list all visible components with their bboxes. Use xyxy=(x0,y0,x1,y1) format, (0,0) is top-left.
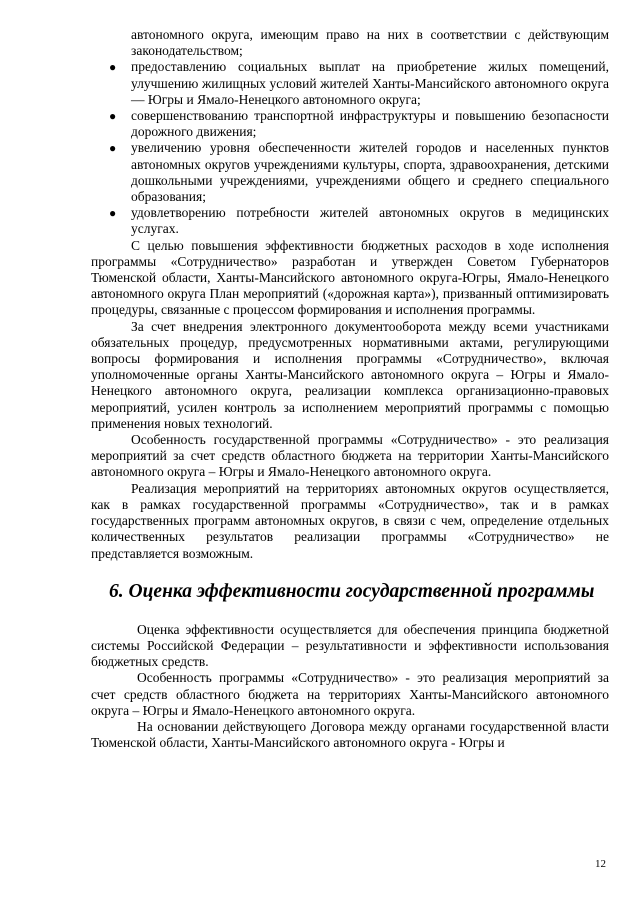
paragraph: Реализация мероприятий на территориях автономных округов осуществляется, как в рамках государственной программы «Сотрудничество», так и в рамках государственных программ автономных округов, в связи с чем, определение отдельных количественных результатов реализации программы «Сотрудничество» не представляется возможным. xyxy=(91,480,609,561)
continuation-text: автономного округа, имеющим право на них в соответствии с действующим законодательством; xyxy=(131,27,609,59)
bullet-icon: ● xyxy=(109,206,117,221)
bullet-icon: ● xyxy=(109,109,117,124)
bullet-text: увеличению уровня обеспеченности жителей городов и населенных пунктов автономных округов учреждениями культуры, спорта, здравоохранения, детскими дошкольными учреждениями, учреждениями общего и среднего специального образования; xyxy=(131,140,609,205)
bullet-icon: ● xyxy=(109,60,117,75)
bullet-text: удовлетворению потребности жителей автономных округов в медицинских услугах. xyxy=(131,205,609,237)
bullet-item xyxy=(91,140,609,205)
bullet-item xyxy=(91,205,609,237)
bullet-list xyxy=(91,59,609,237)
page-content xyxy=(91,27,609,751)
paragraph: Оценка эффективности осуществляется для обеспечения принципа бюджетной системы Российской Федерации – результативности и эффективности использования бюджетных средств. xyxy=(91,621,609,670)
paragraph: С целью повышения эффективности бюджетных расходов в ходе исполнения программы «Сотрудничество» разработан и утвержден Советом Губернаторов Тюменской области, Ханты-Мансийского автономного округа-Югры, Ямало-Ненецкого автономного округа План мероприятий («дорожная карта»), призванный оптимизировать процедуры, связанные с процессом формирования и исполнения программы. xyxy=(91,237,609,318)
paragraph: Особенность программы «Сотрудничество» - это реализация мероприятий за счет средств областного бюджета на территориях Ханты-Мансийского автономного округа – Югры и Ямало-Ненецкого автономного округа. xyxy=(91,670,609,718)
paragraph: За счет внедрения электронного документооборота между всеми участниками обязательных процедур, предусмотренных нормативными актами, регулирующими вопросы формирования и исполнения программы «Сотрудничество», включая уполномоченные органы Ханты-Мансийского автономного округа – Югры и Ямало-Ненецкого автономного округа, реализации комплекса организационно-правовых мероприятий, усилен контроль за исполнением мероприятий программы с помощью применения новых технологий. xyxy=(91,318,609,431)
bullet-item xyxy=(91,108,609,140)
bullet-text: предоставлению социальных выплат на приобретение жилых помещений, улучшению жилищных условий жителей Ханты-Мансийского автономного округа — Югры и Ямало-Ненецкого автономного округа; xyxy=(131,59,609,107)
paragraph: На основании действующего Договора между органами государственной власти Тюменской области, Ханты-Мансийского автономного округа - Югры и xyxy=(91,718,609,751)
paragraph: Особенность государственной программы «Сотрудничество» - это реализация мероприятий за счет средств областного бюджета на территории Ханты-Мансийского автономного округа – Югры и Ямало-Ненецкого автономного округа. xyxy=(91,432,609,480)
bullet-text: совершенствованию транспортной инфраструктуры и повышению безопасности дорожного движения; xyxy=(131,108,609,140)
page-number: 12 xyxy=(595,858,606,870)
bullet-icon: ● xyxy=(109,141,117,156)
bullet-item xyxy=(91,59,609,108)
section-heading: 6. Оценка эффективности государственной программы xyxy=(109,580,595,602)
